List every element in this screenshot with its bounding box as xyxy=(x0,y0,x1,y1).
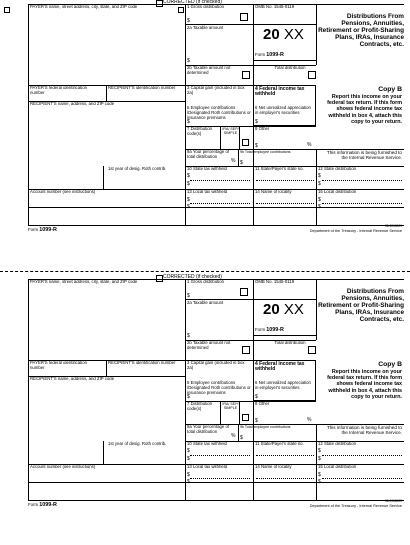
box2b-total-label: Total distribution xyxy=(274,340,306,345)
box4-dollar: $ xyxy=(255,394,258,400)
box13-dollar-2: $ xyxy=(187,204,190,210)
form-frame xyxy=(28,279,404,500)
box15-label: 15 Local distribution xyxy=(318,464,357,469)
form-copy-b-top xyxy=(28,0,404,233)
box1-dollar: $ xyxy=(187,293,190,299)
box15-label: 15 Local distribution xyxy=(318,189,357,194)
registration-box-left xyxy=(4,7,10,13)
account-number-label: Account number (see instructions) xyxy=(30,189,96,194)
box5-label: 5 Employee contributions /Designated Roth contributions or insurance premiums xyxy=(187,380,251,395)
box11-label: 11 State/Payer's state no. xyxy=(255,166,304,171)
box8-label: 8 Other xyxy=(255,401,270,406)
box15-dollar-2: $ xyxy=(318,479,321,485)
box10-dollar-2: $ xyxy=(187,181,190,187)
taxable-not-determined-checkbox[interactable] xyxy=(242,71,250,79)
box4-label: 4 Federal income tax withheld xyxy=(255,361,305,372)
box10-label: 10 State tax withheld xyxy=(187,166,227,171)
box2b-label: 2b Taxable amount not determined xyxy=(187,65,231,75)
catalog-code: 38-2068803 xyxy=(384,224,402,228)
box13-label: 13 Local tax withheld xyxy=(187,464,228,469)
box10-dollar-1: $ xyxy=(187,173,190,179)
box14-label: 14 Name of locality xyxy=(255,464,292,469)
box1-dollar: $ xyxy=(187,18,190,24)
gross-checkbox-decor xyxy=(240,13,248,21)
first-year-roth-label: 1st year of desig. Roth contrib. xyxy=(108,441,167,446)
box12-dollar-2: $ xyxy=(318,456,321,462)
box4-label: 4 Federal income tax withheld xyxy=(255,86,305,97)
copy-b-text: Report this income on your federal tax return. If this form shows federal income tax withheld in box 4, attach this copy to your return. xyxy=(327,94,402,125)
payer-tin-label: PAYER'S federal identification number xyxy=(30,85,88,95)
box8-percent: % xyxy=(307,417,312,423)
box9a-label: 9a Your percentage of total distribution xyxy=(187,424,230,434)
copy-b-block xyxy=(324,86,402,125)
box9b-label: 9b Total employee contributions xyxy=(240,425,291,429)
box2a-dollar: $ xyxy=(187,333,190,339)
form-footer-id: Form 1099-R xyxy=(28,502,57,508)
copy-b-block xyxy=(324,361,402,400)
account-number-label: Account number (see instructions) xyxy=(30,464,96,469)
total-distribution-checkbox[interactable] xyxy=(308,346,316,354)
form-id: Form 1099-R xyxy=(255,52,284,58)
box9a-percent: % xyxy=(231,158,236,164)
total-distribution-checkbox[interactable] xyxy=(308,71,316,79)
box6-label: 6 Net unrealized appreciation in employer's securities xyxy=(255,105,311,115)
ira-sep-simple-checkbox[interactable] xyxy=(242,414,249,421)
box12-label: 12 State distribution xyxy=(318,441,356,446)
corrected-label: CORRECTED (if checked) xyxy=(163,0,222,5)
box3-dollar: $ xyxy=(187,119,190,125)
box4-dollar: $ xyxy=(255,119,258,125)
ira-sep-simple-checkbox[interactable] xyxy=(242,139,249,146)
recipient-tin-label: RECIPIENT'S identification number xyxy=(108,85,176,90)
box1-label: 1 Gross distribution xyxy=(187,279,225,284)
box7-ira-label: IRA/ SEP/ SIMPLE xyxy=(222,402,239,410)
box10-dollar-1: $ xyxy=(187,448,190,454)
recipient-tin-label: RECIPIENT'S identification number xyxy=(108,360,176,365)
box2a-dollar: $ xyxy=(187,58,190,64)
tax-year: 20 XX xyxy=(263,301,304,318)
form-title: Distributions From Pensions, Annuities, Retirement or Profit-Sharing Plans, IRAs, Insurance Contracts, etc. xyxy=(318,288,404,324)
box10-dollar-2: $ xyxy=(187,456,190,462)
recipient-address-label: RECIPIENT'S name, address, and ZIP code xyxy=(30,101,115,106)
corrected-label: CORRECTED (if checked) xyxy=(163,274,222,280)
gross-checkbox-decor xyxy=(240,288,248,296)
taxable-not-determined-checkbox[interactable] xyxy=(242,346,250,354)
copy-b-title: Copy B xyxy=(378,86,402,93)
box6-label: 6 Net unrealized appreciation in employer's securities xyxy=(255,380,311,390)
box13-label: 13 Local tax withheld xyxy=(187,189,228,194)
form-title: Distributions From Pensions, Annuities, Retirement or Profit-Sharing Plans, IRAs, Insurance Contracts, etc. xyxy=(318,13,404,49)
box15-dollar-1: $ xyxy=(318,197,321,203)
tax-year: 20 XX xyxy=(263,26,304,43)
box3-label: 3 Capital gain (included in box 2a) xyxy=(187,360,245,370)
irs-info-text: This information is being furnished to the Internal Revenue Service. xyxy=(326,425,402,436)
box10-label: 10 State tax withheld xyxy=(187,441,227,446)
dept-treasury-text: Department of the Treasury - Internal Revenue Service xyxy=(309,229,402,233)
copy-b-title: Copy B xyxy=(378,361,402,368)
dept-treasury-text: Department of the Treasury - Internal Revenue Service xyxy=(309,504,402,508)
box9b-dollar: $ xyxy=(240,160,243,166)
box7-label: 7 Distribution code(s) xyxy=(187,126,213,136)
box9a-percent: % xyxy=(231,433,236,439)
box8-label: 8 Other xyxy=(255,126,270,131)
recipient-address-label: RECIPIENT'S name, address, and ZIP code xyxy=(30,376,115,381)
box7-ira-label: IRA/ SEP/ SIMPLE xyxy=(222,127,239,135)
box8-dollar: $ xyxy=(255,143,258,149)
form-id: Form 1099-R xyxy=(255,327,284,333)
box12-dollar-1: $ xyxy=(318,448,321,454)
irs-info-text: This information is being furnished to the Internal Revenue Service. xyxy=(326,150,402,161)
box2b-label: 2b Taxable amount not determined xyxy=(187,340,231,350)
payer-tin-label: PAYER'S federal identification number xyxy=(30,360,88,370)
box13-dollar-1: $ xyxy=(187,472,190,478)
form-copy-b-bottom xyxy=(28,274,404,508)
copy-b-text: Report this income on your federal tax return. If this form shows federal income tax withheld in box 4, attach this copy to your return. xyxy=(327,369,402,400)
box1-label: 1 Gross distribution xyxy=(187,4,225,9)
box11-label: 11 State/Payer's state no. xyxy=(255,441,304,446)
payer-name-label: PAYER'S name, street address, city, state, and ZIP code xyxy=(30,279,138,284)
first-year-roth-label: 1st year of desig. Roth contrib. xyxy=(108,166,167,171)
box12-dollar-1: $ xyxy=(318,173,321,179)
box2a-label: 2a Taxable amount xyxy=(187,300,224,305)
box3-dollar: $ xyxy=(187,394,190,400)
box9a-label: 9a Your percentage of total distribution xyxy=(187,149,230,159)
omb-label: OMB No. 1545-0119 xyxy=(255,4,295,9)
box7-label: 7 Distribution code(s) xyxy=(187,401,213,411)
box9b-dollar: $ xyxy=(240,435,243,441)
box13-dollar-1: $ xyxy=(187,197,190,203)
omb-label: OMB No. 1545-0119 xyxy=(255,279,295,284)
catalog-code: 38-2068803 xyxy=(384,499,402,503)
box8-percent: % xyxy=(307,142,312,148)
form-frame xyxy=(28,4,404,225)
cut-line xyxy=(0,271,410,272)
box14-label: 14 Name of locality xyxy=(255,189,292,194)
payer-name-label: PAYER'S name, street address, city, state, and ZIP code xyxy=(30,4,138,9)
box8-dollar: $ xyxy=(255,418,258,424)
form-footer-id: Form 1099-R xyxy=(28,227,57,233)
box3-label: 3 Capital gain (included in box 2a) xyxy=(187,85,245,95)
box12-label: 12 State distribution xyxy=(318,166,356,171)
box9b-label: 9b Total employee contributions xyxy=(240,150,291,154)
box15-dollar-2: $ xyxy=(318,204,321,210)
box15-dollar-1: $ xyxy=(318,472,321,478)
box12-dollar-2: $ xyxy=(318,181,321,187)
box2a-label: 2a Taxable amount xyxy=(187,25,224,30)
box2b-total-label: Total distribution xyxy=(274,65,306,70)
box13-dollar-2: $ xyxy=(187,479,190,485)
box5-label: 5 Employee contributions /Designated Roth contributions or insurance premiums xyxy=(187,105,251,120)
